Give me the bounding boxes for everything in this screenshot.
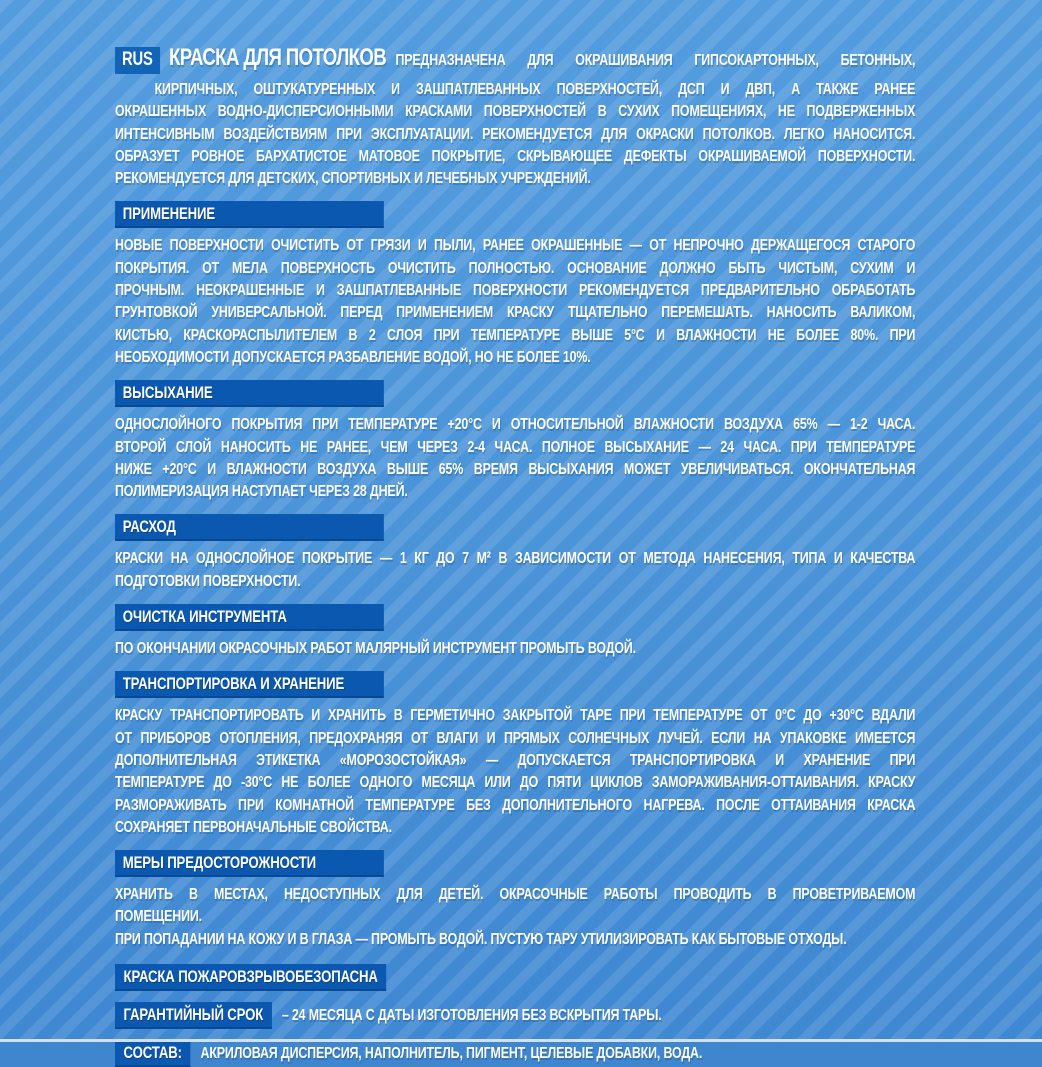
label-content xyxy=(115,44,915,1067)
text-line: ИНТЕНСИВНЫМ ВОЗДЕЙСТВИЯМ ПРИ ЭКСПЛУАТАЦИИ. РЕКОМЕНДУЕТСЯ ДЛЯ ОКРАСКИ ПОТОЛКОВ. ЛЕГКО НАНОСИТСЯ. xyxy=(115,125,916,143)
section-header-bar xyxy=(115,850,384,877)
section-heading: ВЫСЫХАНИЕ xyxy=(122,382,213,402)
section-heading: РАСХОД xyxy=(122,516,176,536)
section-paragraph xyxy=(115,884,915,951)
section-heading: МЕРЫ ПРЕДОСТОРОЖНОСТИ xyxy=(122,852,317,872)
text-line: ОКРАШЕННЫХ ВОДНО-ДИСПЕРСИОННЫМИ КРАСКАМИ ПОВЕРХНОСТЕЙ В СУХИХ ПОМЕЩЕНИЯХ, НЕ ПОДВЕРЖЕННЫХ xyxy=(115,103,916,121)
text-line: ОБРАЗУЕТ РОВНОЕ БАРХАТИСТОЕ МАТОВОЕ ПОКРЫТИЕ, СКРЫВАЮЩЕЕ ДЕФЕКТЫ ОКРАШИВАЕМОЙ ПОВЕРХНОСТИ. xyxy=(115,147,916,165)
text-line: НЕОБХОДИМОСТИ ДОПУСКАЕТСЯ РАЗБАВЛЕНИЕ ВОДОЙ, НО НЕ БОЛЕЕ 10%. xyxy=(115,348,591,366)
section-application xyxy=(115,201,915,369)
product-title: КРАСКА ДЛЯ ПОТОЛКОВ xyxy=(169,44,387,71)
section-tool-cleaning xyxy=(115,604,915,660)
section-header-bar xyxy=(115,201,384,228)
rus-language-badge: RUS xyxy=(115,47,160,74)
text-line: ТЕМПЕРАТУРЕ ДО -30°С НЕ БОЛЕЕ ОДНОГО МЕСЯЦА ИЛИ ДО ПЯТИ ЦИКЛОВ ЗАМОРАЖИВАНИЯ-ОТТАИВАНИЯ. КРАСКУ xyxy=(115,774,916,792)
intro-line1-text: ПРЕДНАЗНАЧЕНА ДЛЯ ОКРАШИВАНИЯ ГИПСОКАРТОННЫХ, БЕТОННЫХ, xyxy=(395,52,916,69)
section-paragraph xyxy=(115,414,915,503)
text-line: КРАСКИ НА ОДНОСЛОЙНОЕ ПОКРЫТИЕ — 1 КГ ДО 7 М² В ЗАВИСИМОСТИ ОТ МЕТОДА НАНЕСЕНИЯ, ТИПА И КАЧЕСТВА xyxy=(115,550,916,568)
composition-text: АКРИЛОВАЯ ДИСПЕРСИЯ, НАПОЛНИТЕЛЬ, ПИГМЕНТ, ЦЕЛЕВЫЕ ДОБАВКИ, ВОДА. xyxy=(200,1044,703,1062)
section-heading: ОЧИСТКА ИНСТРУМЕНТА xyxy=(122,606,287,626)
intro-paragraph xyxy=(115,44,915,190)
section-heading: ПРИМЕНЕНИЕ xyxy=(122,203,216,223)
text-line: СОХРАНЯЕТ ПЕРВОНАЧАЛЬНЫЕ СВОЙСТВА. xyxy=(115,818,392,836)
section-header-bar xyxy=(115,604,384,631)
bottom-edge-strip xyxy=(0,1039,1042,1042)
warranty-text: – 24 МЕСЯЦА С ДАТЫ ИЗГОТОВЛЕНИЯ БЕЗ ВСКРЫТИЯ ТАРЫ. xyxy=(281,1006,662,1024)
text-line: ПОЛИМЕРИЗАЦИЯ НАСТУПАЕТ ЧЕРЕЗ 28 ДНЕЙ. xyxy=(115,483,408,501)
warranty-row xyxy=(115,1002,915,1029)
section-heading: ТРАНСПОРТИРОВКА И ХРАНЕНИЕ xyxy=(122,673,345,693)
fireproof-row xyxy=(115,964,915,991)
intro-rest-lines xyxy=(115,101,915,190)
section-header-bar xyxy=(115,671,384,698)
text-line: НОВЫЕ ПОВЕРХНОСТИ ОЧИСТИТЬ ОТ ГРЯЗИ И ПЫЛИ, РАНЕЕ ОКРАШЕННЫЕ — ОТ НЕПРОЧНО ДЕРЖАЩЕГОСЯ СТАРОГО xyxy=(115,237,916,255)
text-line: РЕКОМЕНДУЕТСЯ ДЛЯ ДЕТСКИХ, СПОРТИВНЫХ И ЛЕЧЕБНЫХ УЧРЕЖДЕНИЙ. xyxy=(115,170,591,188)
section-consumption xyxy=(115,514,915,593)
text-line: ПРОЧНЫМ. НЕОКРАШЕННЫЕ И ЗАШПАТЛЕВАННЫЕ ПОВЕРХНОСТИ РЕКОМЕНДУЕТСЯ ПРЕДВАРИТЕЛЬНО ОБРАБОТАТЬ xyxy=(115,282,916,300)
section-drying xyxy=(115,380,915,503)
text-line: ДОПОЛНИТЕЛЬНАЯ ЭТИКЕТКА «МОРОЗОСТОЙКАЯ» — ДОПУСКАЕТСЯ ТРАНСПОРТИРОВКА И ХРАНЕНИЕ ПРИ xyxy=(115,751,916,769)
section-paragraph xyxy=(115,548,915,593)
text-line: КРАСКУ ТРАНСПОРТИРОВАТЬ И ХРАНИТЬ В ГЕРМЕТИЧНО ЗАКРЫТОЙ ТАРЕ ПРИ ТЕМПЕРАТУРЕ ОТ 0°С ДО +30°С ВДАЛИ xyxy=(115,707,916,725)
text-line: ПРИ ПОПАДАНИИ НА КОЖУ И В ГЛАЗА — ПРОМЫТЬ ВОДОЙ. ПУСТУЮ ТАРУ УТИЛИЗИРОВАТЬ КАК БЫТОВЫЕ ОТХОДЫ. xyxy=(115,930,847,948)
section-paragraph xyxy=(115,235,915,369)
text-line: ОДНОСЛОЙНОГО ПОКРЫТИЯ ПРИ ТЕМПЕРАТУРЕ +20°С И ОТНОСИТЕЛЬНОЙ ВЛАЖНОСТИ ВОЗДУХА 65% — 1-2 ЧАСА. xyxy=(115,416,916,434)
composition-badge: СОСТАВ: xyxy=(115,1040,190,1067)
text-line: КИСТЬЮ, КРАСКОРАСПЫЛИТЕЛЕМ В 2 СЛОЯ ПРИ ТЕМПЕРАТУРЕ ВЫШЕ 5°С И ВЛАЖНОСТИ НЕ БОЛЕЕ 80%. ПРИ xyxy=(115,326,916,344)
text-line: ПОДГОТОВКИ ПОВЕРХНОСТИ. xyxy=(115,572,301,590)
intro-line2-text: КИРПИЧНЫХ, ОШТУКАТУРЕННЫХ И ЗАШПАТЛЕВАННЫХ ПОВЕРХНОСТЕЙ, ДСП И ДВП, А ТАКЖЕ РАНЕЕ xyxy=(154,81,916,98)
section-header-bar xyxy=(115,514,384,541)
text-line: ГРУНТОВКОЙ УНИВЕРСАЛЬНОЙ. ПЕРЕД ПРИМЕНЕНИЕМ КРАСКУ ТЩАТЕЛЬНО ПЕРЕМЕШАТЬ. НАНОСИТЬ ВАЛИКОМ, xyxy=(115,304,916,322)
text-line: НИЖЕ +20°С И ВЛАЖНОСТИ ВОЗДУХА ВЫШЕ 65% ВРЕМЯ ВЫСЫХАНИЯ МОЖЕТ УВЕЛИЧИВАТЬСЯ. ОКОНЧАТЕЛЬНАЯ xyxy=(115,460,916,478)
sections-root xyxy=(115,201,915,951)
section-precautions xyxy=(115,850,915,951)
text-line: ПОКРЫТИЯ. ОТ МЕЛА ПОВЕРХНОСТЬ ОЧИСТИТЬ ПОЛНОСТЬЮ. ОСНОВАНИЕ ДОЛЖНО БЫТЬ ЧИСТЫМ, СУХИМ И xyxy=(115,259,916,277)
fireproof-badge: КРАСКА ПОЖАРОВЗРЫВОБЕЗОПАСНА xyxy=(115,964,386,991)
text-line: ОТ ПРИБОРОВ ОТОПЛЕНИЯ, ПРЕДОХРАНЯЯ ОТ ВЛАГИ И ПРЯМЫХ СОЛНЕЧНЫХ ЛУЧЕЙ. ЕСЛИ НА УПАКОВКЕ ИМЕЕТСЯ xyxy=(115,729,916,747)
composition-row xyxy=(115,1040,915,1067)
section-transport-storage xyxy=(115,671,915,839)
intro-first-line xyxy=(115,44,915,74)
section-header-bar xyxy=(115,380,384,407)
text-line: РАЗМОРАЖИВАТЬ ПРИ КОМНАТНОЙ ТЕМПЕРАТУРЕ БЕЗ ДОПОЛНИТЕЛЬНОГО НАГРЕВА. ПОСЛЕ ОТТАИВАНИЯ КРАСКА xyxy=(115,796,916,814)
section-paragraph xyxy=(115,638,915,660)
text-line: ХРАНИТЬ В МЕСТАХ, НЕДОСТУПНЫХ ДЛЯ ДЕТЕЙ. ОКРАСОЧНЫЕ РАБОТЫ ПРОВОДИТЬ В ПРОВЕТРИВАЕМОМ xyxy=(115,886,916,904)
text-line: ПО ОКОНЧАНИИ ОКРАСОЧНЫХ РАБОТ МАЛЯРНЫЙ ИНСТРУМЕНТ ПРОМЫТЬ ВОДОЙ. xyxy=(115,640,636,658)
text-line: ВТОРОЙ СЛОЙ НАНОСИТЬ НЕ РАНЕЕ, ЧЕМ ЧЕРЕЗ 2-4 ЧАСА. ПОЛНОЕ ВЫСЫХАНИЕ — 24 ЧАСА. ПРИ ТЕМПЕРАТУРЕ xyxy=(115,438,916,456)
section-paragraph xyxy=(115,705,915,839)
warranty-badge: ГАРАНТИЙНЫЙ СРОК xyxy=(115,1002,272,1029)
text-line: ПОМЕЩЕНИИ. xyxy=(115,908,202,926)
